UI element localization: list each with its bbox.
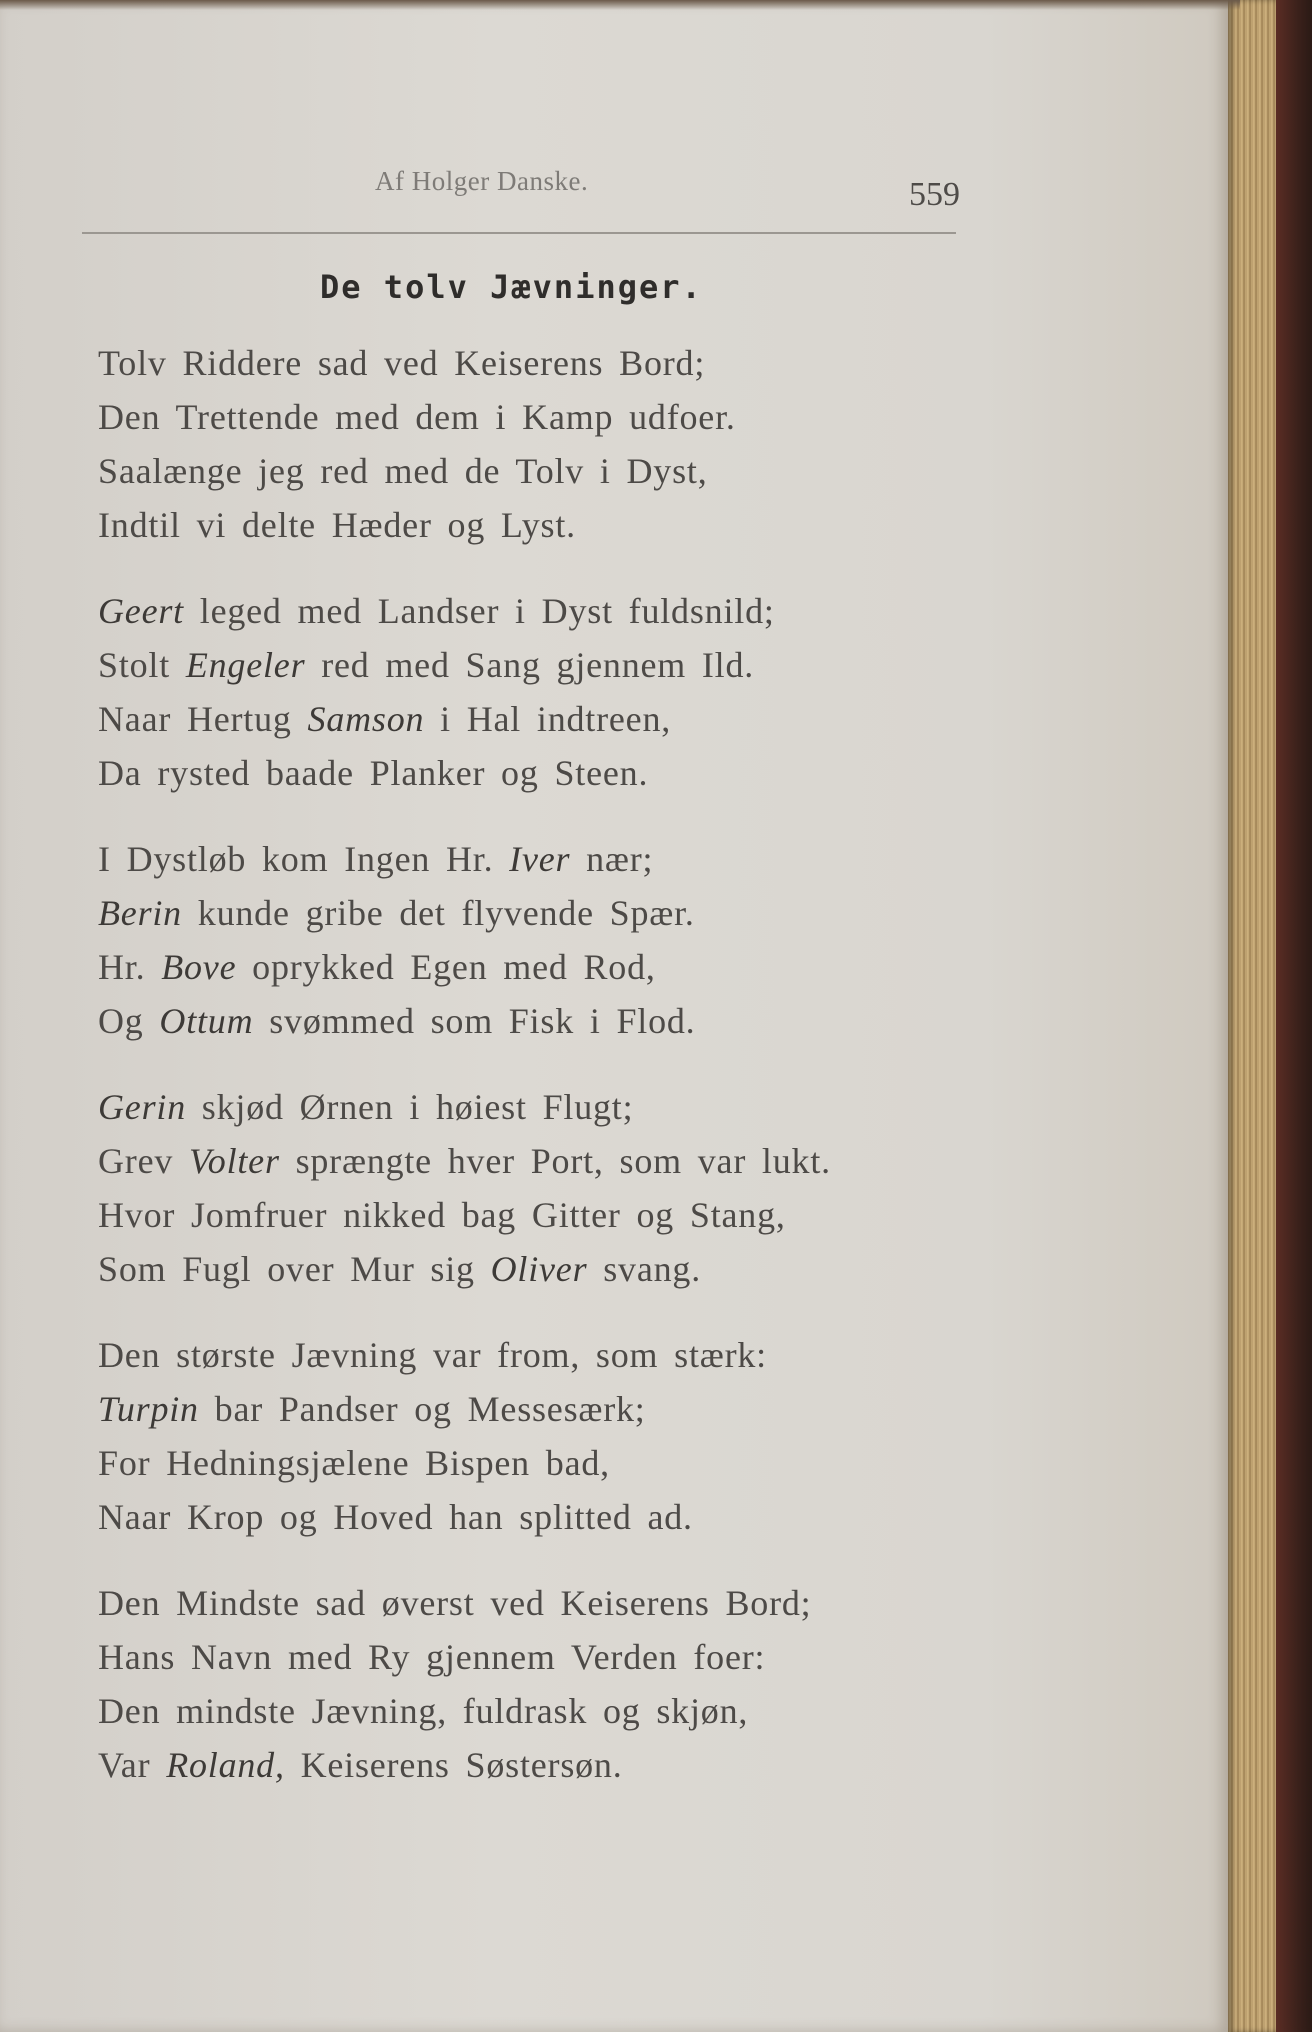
poem-line-text: Og bbox=[98, 1001, 160, 1041]
poem-line-text: Den Mindste sad øverst ved Keiserens Bord; bbox=[98, 1583, 812, 1623]
poem-line-text: Da rysted baade Planker og Steen. bbox=[98, 753, 649, 793]
page-edges bbox=[1228, 0, 1276, 2032]
poem-line bbox=[98, 638, 958, 692]
stanza bbox=[98, 336, 958, 552]
poem-line bbox=[98, 692, 958, 746]
poem-line bbox=[98, 390, 958, 444]
poem-body bbox=[98, 336, 958, 1824]
stanza bbox=[98, 1328, 958, 1544]
poem-line bbox=[98, 1188, 958, 1242]
poem-line-name: Ottum bbox=[159, 1001, 254, 1041]
poem-line bbox=[98, 886, 958, 940]
poem-line-text: Den Trettende med dem i Kamp udfoer. bbox=[98, 397, 736, 437]
poem-line-text: Den mindste Jævning, fuldrask og skjøn, bbox=[98, 1691, 749, 1731]
poem-line-name: Bove bbox=[161, 947, 237, 987]
stanza bbox=[98, 1576, 958, 1792]
poem-line bbox=[98, 994, 958, 1048]
header-rule bbox=[82, 232, 956, 234]
poem-line-text: Hr. bbox=[98, 947, 162, 987]
stanza bbox=[98, 584, 958, 800]
poem-line bbox=[98, 940, 958, 994]
stanza bbox=[98, 832, 958, 1048]
running-head bbox=[80, 166, 960, 216]
poem-line bbox=[98, 584, 958, 638]
running-title: Af Holger Danske. bbox=[375, 166, 589, 196]
poem-line-name: Engeler bbox=[185, 645, 306, 685]
poem-line-name: Volter bbox=[188, 1141, 280, 1181]
poem-line bbox=[98, 1684, 958, 1738]
poem-line bbox=[98, 1630, 958, 1684]
poem-line bbox=[98, 1490, 958, 1544]
poem-line-name: Turpin bbox=[98, 1389, 199, 1429]
poem-line-text: bar Pandser og Messesærk; bbox=[198, 1389, 646, 1429]
poem-line-text: skjød Ørnen i høiest Flugt; bbox=[186, 1087, 634, 1127]
poem-line-text: Som Fugl over Mur sig bbox=[98, 1249, 491, 1289]
poem-line-text: For Hedningsjælene Bispen bad, bbox=[98, 1443, 610, 1483]
poem-line-text: oprykked Egen med Rod, bbox=[236, 947, 656, 987]
poem-title: De tolv Jævninger. bbox=[320, 268, 703, 306]
poem-line-text: red med Sang gjennem Ild. bbox=[305, 645, 755, 685]
poem-line-text: nær; bbox=[570, 839, 654, 879]
poem-line bbox=[98, 1328, 958, 1382]
poem-line bbox=[98, 1576, 958, 1630]
poem-line-name: Iver bbox=[509, 839, 571, 879]
poem-line-text: Var bbox=[98, 1745, 167, 1785]
poem-line bbox=[98, 1436, 958, 1490]
poem-line-text: Saalænge jeg red med de Tolv i Dyst, bbox=[98, 451, 708, 491]
poem-line-name: Oliver bbox=[490, 1249, 588, 1289]
poem-line-text: Hans Navn med Ry gjennem Verden foer: bbox=[98, 1637, 766, 1677]
poem-line-name: Samson bbox=[307, 699, 425, 739]
poem-line bbox=[98, 498, 958, 552]
poem-line-name: Gerin bbox=[98, 1087, 186, 1127]
poem-line bbox=[98, 1738, 958, 1792]
poem-line-text: Naar Hertug bbox=[98, 699, 308, 739]
poem-line bbox=[98, 1242, 958, 1296]
poem-line-text: I Dystløb kom Ingen Hr. bbox=[98, 839, 510, 879]
poem-line bbox=[98, 746, 958, 800]
poem-line bbox=[98, 336, 958, 390]
poem-line-text: Den største Jævning var from, som stærk: bbox=[98, 1335, 767, 1375]
poem-line-text: Hvor Jomfruer nikked bag Gitter og Stang, bbox=[98, 1195, 786, 1235]
poem-line-text: i Hal indtreen, bbox=[424, 699, 672, 739]
poem-line-text: Naar Krop og Hoved han splitted ad. bbox=[98, 1497, 693, 1537]
poem-line-text: svang. bbox=[587, 1249, 701, 1289]
poem-line-name: Roland, bbox=[166, 1745, 285, 1785]
poem-line-name: Berin bbox=[98, 893, 182, 933]
poem-line-text: Indtil vi delte Hæder og Lyst. bbox=[98, 505, 576, 545]
poem-line bbox=[98, 1382, 958, 1436]
poem-line bbox=[98, 832, 958, 886]
poem-line bbox=[98, 444, 958, 498]
poem-line-text: Tolv Riddere sad ved Keiserens Bord; bbox=[98, 343, 706, 383]
poem-line-text: Grev bbox=[98, 1141, 189, 1181]
poem-line-text: kunde gribe det flyvende Spær. bbox=[181, 893, 695, 933]
page-number: 559 bbox=[909, 176, 960, 213]
poem-line-text: leged med Landser i Dyst fuldsnild; bbox=[183, 591, 775, 631]
poem-line bbox=[98, 1134, 958, 1188]
page-top-shadow bbox=[0, 0, 1240, 10]
stanza bbox=[98, 1080, 958, 1296]
poem-line-text: svømmed som Fisk i Flod. bbox=[253, 1001, 696, 1041]
poem-line bbox=[98, 1080, 958, 1134]
book-spine bbox=[1276, 0, 1312, 2032]
poem-line-text: Keiserens Søstersøn. bbox=[284, 1745, 623, 1785]
poem-line-name: Geert bbox=[98, 591, 184, 631]
poem-line-text: sprængte hver Port, som var lukt. bbox=[279, 1141, 831, 1181]
poem-line-text: Stolt bbox=[98, 645, 186, 685]
